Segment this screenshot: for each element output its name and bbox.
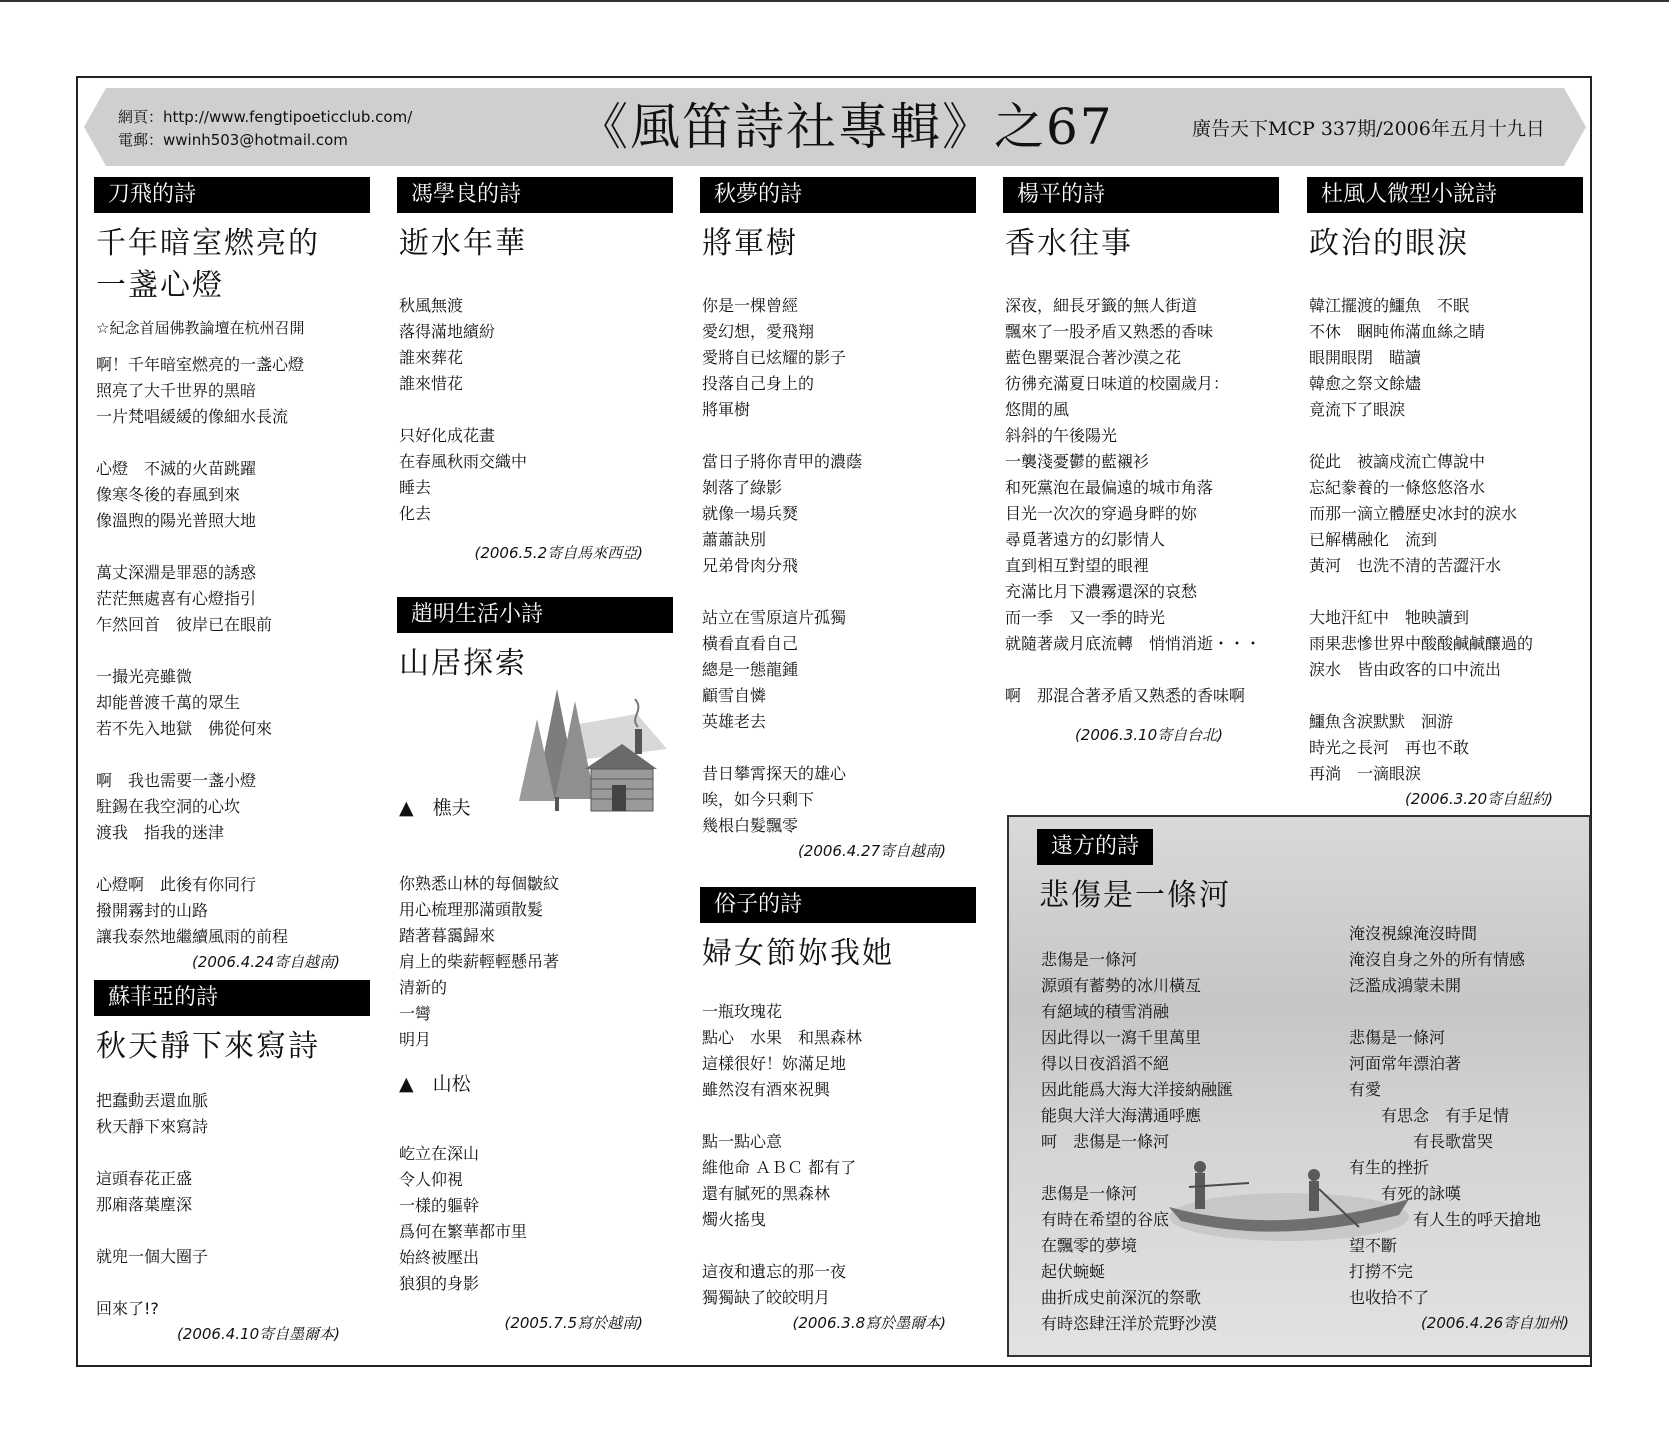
section-head: 遠方的詩 xyxy=(1037,829,1153,865)
poem-line: 眼開眼閉 瞄讀 xyxy=(1309,348,1422,367)
poem-title: 山居探索 xyxy=(399,646,527,681)
header-contact xyxy=(118,106,412,152)
poem-line: 因此能爲大海大洋接納融匯 xyxy=(1041,1080,1234,1099)
page-title: 《風笛詩社專輯》之67 xyxy=(578,98,1114,156)
poem-lines xyxy=(397,293,673,527)
stanza-gap xyxy=(94,742,370,768)
poem-title xyxy=(96,223,370,307)
section-head: 秋夢的詩 xyxy=(700,177,976,213)
poem-line: 用心梳理那滿頭散髮 xyxy=(399,900,544,919)
poem-line: 得以日夜滔滔不絕 xyxy=(1041,1054,1170,1073)
poem-line: 肩上的柴薪輕輕懸吊著 xyxy=(399,952,560,971)
poem-qiumeng xyxy=(700,177,976,863)
stanza-gap xyxy=(700,1233,976,1259)
subsection-pine: ▲ 山松 xyxy=(399,1073,471,1095)
poem-line: 落得滿地繽紛 xyxy=(399,322,496,341)
poem-title-line: 千年暗室燃亮的 xyxy=(96,226,320,261)
stanza-gap xyxy=(1003,657,1279,683)
poem-line: 起伏蜿蜒 xyxy=(1041,1262,1106,1281)
poem-line: 這頭春花正盛 xyxy=(96,1169,193,1188)
poem-line: 讓我泰然地繼續風雨的前程 xyxy=(96,927,289,946)
poem-line: 點一點心意 xyxy=(702,1132,783,1151)
stanza-gap xyxy=(94,1140,370,1166)
poem-line: 彷彿充滿夏日味道的校園歲月： xyxy=(1005,374,1230,393)
poem-zhaoming xyxy=(397,597,673,1337)
poem-line: 有死的詠嘆 xyxy=(1349,1184,1462,1203)
stanza-gap xyxy=(94,638,370,664)
poem-line: 駐錫在我空洞的心坎 xyxy=(96,797,241,816)
poem-box-faraway xyxy=(1007,815,1591,1357)
poem-line: 忘紀豢養的一條悠悠洛水 xyxy=(1309,478,1486,497)
poem-line: 一瓶玫瑰花 xyxy=(702,1002,783,1021)
poem-line: 不休 睏盹佈滿血絲之睛 xyxy=(1309,322,1486,341)
poem-line: 愛幻想，愛飛翔 xyxy=(702,322,815,341)
poem-line: 還有膩死的黑森林 xyxy=(702,1184,831,1203)
poem-line: 這樣很好！妳滿足地 xyxy=(702,1054,847,1073)
poem-lines-left xyxy=(1039,947,1233,1337)
stanza-gap xyxy=(700,1103,976,1129)
poem-yangping xyxy=(1003,177,1279,747)
stanza-gap xyxy=(1307,683,1583,709)
poem-line: 已解構融化 流到 xyxy=(1309,530,1438,549)
poem-line: 藍色罌粟混合著沙漠之花 xyxy=(1005,348,1182,367)
poem-line: 能與大洋大海溝通呼應 xyxy=(1041,1106,1202,1125)
poem-title: 香水往事 xyxy=(1005,226,1133,261)
poem-line: 打撈不完 xyxy=(1349,1262,1414,1281)
poem-date: (2006.4.24寄自越南) xyxy=(191,953,340,971)
poem-line: 英雄老去 xyxy=(702,712,767,731)
poem-line: 悲傷是一條河 xyxy=(1041,1184,1138,1203)
poem-sophia xyxy=(94,980,370,1346)
poem-line: 睡去 xyxy=(399,478,432,497)
poem-line: 令人仰視 xyxy=(399,1170,464,1189)
email-address[interactable]: 電郵：wwinh503@hotmail.com xyxy=(118,131,348,149)
poem-line: 充滿比月下濃霧還深的哀愁 xyxy=(1005,582,1198,601)
stanza-gap xyxy=(700,423,976,449)
poem-line: 蕭蕭訣別 xyxy=(702,530,767,549)
stanza-gap xyxy=(1039,1155,1233,1181)
poem-date: (2006.3.20寄自紐約) xyxy=(1404,790,1553,808)
poem-date: (2006.4.10寄自墨爾本) xyxy=(176,1325,340,1343)
poem-line: 剝落了綠影 xyxy=(702,478,783,497)
stanza-gap xyxy=(94,846,370,872)
poem-line: 啊！千年暗室燃亮的一盞心燈 xyxy=(96,355,305,374)
poem-line: 時光之長河 再也不敢 xyxy=(1309,738,1470,757)
stanza-gap xyxy=(700,579,976,605)
poem-line: 就像一場兵燹 xyxy=(702,504,799,523)
poem-lines-right xyxy=(1347,921,1541,1311)
poem-line: 泛濫成鴻蒙未開 xyxy=(1349,976,1462,995)
poem-title-line: 一盞心燈 xyxy=(96,268,224,303)
poem-line: 獨獨缺了皎皎明月 xyxy=(702,1288,831,1307)
poem-lines xyxy=(1003,293,1279,709)
stanza-gap xyxy=(700,735,976,761)
poem-line: 直到相互對望的眼裡 xyxy=(1005,556,1150,575)
poem-title: 政治的眼淚 xyxy=(1309,226,1469,261)
poem-line: 明月 xyxy=(399,1030,432,1049)
poem-line: 尋覓著遠方的幻影情人 xyxy=(1005,530,1166,549)
poem-line: 悲傷是一條河 xyxy=(1349,1028,1446,1047)
poem-daofei xyxy=(94,177,370,974)
section-head: 杜風人微型小說詩 xyxy=(1307,177,1583,213)
poem-line: 照亮了大千世界的黑暗 xyxy=(96,381,257,400)
section-head: 趙明生活小詩 xyxy=(397,597,673,633)
poem-line: 心燈 不滅的火苗跳躍 xyxy=(96,459,257,478)
poem-line: 萬丈深淵是罪惡的誘惑 xyxy=(96,563,257,582)
poem-date: (2005.7.5寫於越南) xyxy=(504,1314,643,1332)
poem-line: 淚水 皆由政客的口中流出 xyxy=(1309,660,1502,679)
poem-line: 像溫煦的陽光普照大地 xyxy=(96,511,257,530)
poem-line: 有絕域的積雪消融 xyxy=(1041,1002,1170,1021)
poem-line: 像寒冬後的春風到來 xyxy=(96,485,241,504)
poem-line: 再淌 一滴眼淚 xyxy=(1309,764,1422,783)
poem-line: 源頭有蓄勢的冰川橫亙 xyxy=(1041,976,1202,995)
poem-line: 啊 我也需要一盞小燈 xyxy=(96,771,257,790)
poem-lines xyxy=(397,1141,527,1297)
top-rule xyxy=(0,0,1669,2)
poem-line: 誰來葬花 xyxy=(399,348,464,367)
poem-line: 茫茫無處喜有心燈指引 xyxy=(96,589,257,608)
poem-line: 有愛 xyxy=(1349,1080,1382,1099)
poem-line: 在春風秋雨交織中 xyxy=(399,452,528,471)
poem-line: 呵 悲傷是一條河 xyxy=(1041,1132,1170,1151)
poem-line: 斜斜的午後陽光 xyxy=(1005,426,1118,445)
poem-line: 却能普渡千萬的眾生 xyxy=(96,693,241,712)
stanza-gap xyxy=(397,397,673,423)
poem-line: 清新的 xyxy=(399,978,448,997)
poem-line: 悲傷是一條河 xyxy=(1041,950,1138,969)
poem-line: 屹立在深山 xyxy=(399,1144,480,1163)
section-head: 馮學良的詩 xyxy=(397,177,673,213)
cabin-tree-icon xyxy=(517,689,667,819)
poem-line: 只好化成花畫 xyxy=(399,426,496,445)
stanza-gap xyxy=(94,430,370,456)
poem-date: (2006.3.10寄自台北) xyxy=(1074,726,1223,744)
poem-line: 一樣的軀幹 xyxy=(399,1196,480,1215)
poem-line: 一撮光亮雖微 xyxy=(96,667,193,686)
poem-line: 撥開霧封的山路 xyxy=(96,901,209,920)
poem-line: 爲何在繁華都市里 xyxy=(399,1222,528,1241)
poem-line: 燭火搖曳 xyxy=(702,1210,767,1229)
subsection-woodcutter: ▲ 樵夫 xyxy=(399,797,471,819)
poem-suzi xyxy=(700,887,976,1335)
poem-line: 狼狽的身影 xyxy=(399,1274,480,1293)
poem-line: 秋風無渡 xyxy=(399,296,464,315)
poem-title: 逝水年華 xyxy=(399,226,527,261)
poem-line: 也收拾不了 xyxy=(1349,1288,1430,1307)
poem-line: 有人生的呼天搶地 xyxy=(1349,1210,1542,1229)
poem-date: (2006.5.2寄自馬來西亞) xyxy=(474,544,643,562)
poem-line: 顧雪自憐 xyxy=(702,686,767,705)
section-head: 刀飛的詩 xyxy=(94,177,370,213)
stanza-gap xyxy=(94,1270,370,1296)
poem-line: 把蠢動丟還血脈 xyxy=(96,1091,209,1110)
poem-line: 啊 那混合著矛盾又熟悉的香味啊 xyxy=(1005,686,1246,705)
poem-line: 若不先入地獄 佛從何來 xyxy=(96,719,273,738)
poem-line: 始終被壓出 xyxy=(399,1248,480,1267)
poem-line: 回來了!? xyxy=(96,1299,159,1318)
poem-dufengren xyxy=(1307,177,1583,811)
poem-line: 飄來了一股矛盾又熟悉的香味 xyxy=(1005,322,1214,341)
poem-line: 這夜和遺忘的那一夜 xyxy=(702,1262,847,1281)
poem-line: 愛將自已炫耀的影子 xyxy=(702,348,847,367)
poem-lines xyxy=(700,293,976,839)
poem-line: 幾根白髮飄零 xyxy=(702,816,799,835)
poem-line: 而一季 又一季的時光 xyxy=(1005,608,1166,627)
poem-line: 化去 xyxy=(399,504,432,523)
poem-line: 從此 被謫戍流亡傳說中 xyxy=(1309,452,1486,471)
web-address[interactable]: 網頁：http://www.fengtipoeticclub.com/ xyxy=(118,108,413,126)
poem-line: 韓江擺渡的鱷魚 不眠 xyxy=(1309,296,1470,315)
poem-line: 乍然回首 彼岸已在眼前 xyxy=(96,615,273,634)
poem-line: 因此得以一瀉千里萬里 xyxy=(1041,1028,1202,1047)
stanza-gap xyxy=(94,534,370,560)
poem-line: 有長歌當哭 xyxy=(1349,1132,1494,1151)
poem-line: 昔日攀霄探天的雄心 xyxy=(702,764,847,783)
poem-line: 曲折成史前深沉的祭歌 xyxy=(1041,1288,1202,1307)
poem-line: 將軍樹 xyxy=(702,400,751,419)
poem-line: 一彎 xyxy=(399,1004,432,1023)
poem-feng xyxy=(397,177,673,565)
poem-line: 淹沒自身之外的所有情感 xyxy=(1349,950,1526,969)
poem-line: 雖然沒有酒來祝興 xyxy=(702,1080,831,1099)
poem-line: 河面常年漂泊著 xyxy=(1349,1054,1462,1073)
poem-line: 兄弟骨肉分飛 xyxy=(702,556,799,575)
poem-date: (2006.4.26寄自加州) xyxy=(1420,1314,1569,1332)
poem-date: (2006.4.27寄自越南) xyxy=(797,842,946,860)
poem-title: 婦女節妳我她 xyxy=(702,936,894,971)
poem-line: 當日子將你青甲的濃蔭 xyxy=(702,452,863,471)
stanza-gap xyxy=(1347,999,1541,1025)
poem-line: 踏著暮靄歸來 xyxy=(399,926,496,945)
poem-lines xyxy=(397,871,559,1053)
poem-line: 秋天靜下來寫詩 xyxy=(96,1117,209,1136)
poem-line: 有思念 有手足情 xyxy=(1349,1106,1510,1125)
poem-line: 總是一態龍鍾 xyxy=(702,660,799,679)
poem-line: 淹沒視線淹沒時間 xyxy=(1349,924,1478,943)
poem-line: 一片梵唱緩緩的像細水長流 xyxy=(96,407,289,426)
poem-title: 悲傷是一條河 xyxy=(1039,878,1231,913)
poem-line: 目光一次次的穿過身畔的妳 xyxy=(1005,504,1198,523)
poem-title: 秋天靜下來寫詩 xyxy=(96,1029,320,1064)
poem-line: 投落自己身上的 xyxy=(702,374,815,393)
poem-line: 和死黨泡在最偏遠的城市角落 xyxy=(1005,478,1214,497)
poem-line: 站立在雪原這片孤獨 xyxy=(702,608,847,627)
poem-line: 大地汗紅中 牠映讀到 xyxy=(1309,608,1470,627)
stanza-gap xyxy=(1307,579,1583,605)
poem-lines xyxy=(1307,293,1583,787)
poem-line: 有時恣肆汪洋於荒野沙漠 xyxy=(1041,1314,1218,1333)
poem-lines xyxy=(94,352,370,950)
stanza-gap xyxy=(1307,423,1583,449)
stanza-gap xyxy=(94,1218,370,1244)
poem-line: 在飄零的夢境 xyxy=(1041,1236,1138,1255)
poem-line: 渡我 指我的迷津 xyxy=(96,823,225,842)
poem-line: 你熟悉山林的每個皺紋 xyxy=(399,874,560,893)
poem-subtitle: ☆紀念首屆佛教論壇在杭州召開 xyxy=(96,319,305,337)
poem-line: 就隨著歲月底流轉 悄悄消逝・・・ xyxy=(1005,634,1262,653)
poem-line: 有時在希望的谷底 xyxy=(1041,1210,1170,1229)
poem-line: 雨果悲慘世界中酸酸鹹鹹釀過的 xyxy=(1309,634,1534,653)
poem-line: 那廂落葉塵深 xyxy=(96,1195,193,1214)
poem-line: 一襲淺憂鬱的藍襯衫 xyxy=(1005,452,1150,471)
poem-lines xyxy=(94,1088,370,1322)
section-head: 俗子的詩 xyxy=(700,887,976,923)
issue-info: 廣告天下MCP 337期/2006年五月十九日 xyxy=(1192,118,1545,140)
poem-line: 點心 水果 和黑森林 xyxy=(702,1028,863,1047)
poem-line: 唉，如今只剩下 xyxy=(702,790,815,809)
section-head: 蘇菲亞的詩 xyxy=(94,980,370,1016)
poem-line: 橫看直看自己 xyxy=(702,634,799,653)
section-head: 楊平的詩 xyxy=(1003,177,1279,213)
poem-line: 竟流下了眼淚 xyxy=(1309,400,1406,419)
poem-line: 心燈啊 此後有你同行 xyxy=(96,875,257,894)
poem-line: 你是一棵曾經 xyxy=(702,296,799,315)
poem-line: 有生的挫折 xyxy=(1349,1158,1430,1177)
poem-lines xyxy=(700,999,976,1311)
poem-line: 韓愈之祭文餘燼 xyxy=(1309,374,1422,393)
poem-line: 維他命 ＡＢＣ 都有了 xyxy=(702,1158,857,1177)
poem-line: 悠閒的風 xyxy=(1005,400,1070,419)
poem-line: 黃河 也洗不清的苦澀汗水 xyxy=(1309,556,1502,575)
poem-line: 就兜一個大圈子 xyxy=(96,1247,209,1266)
poem-title: 將軍樹 xyxy=(702,226,798,261)
poem-line: 深夜，細長牙籤的無人街道 xyxy=(1005,296,1198,315)
poem-line: 鱷魚含淚默默 洄游 xyxy=(1309,712,1454,731)
poem-date: (2006.3.8寫於墨爾本) xyxy=(792,1314,946,1332)
poem-line: 誰來惜花 xyxy=(399,374,464,393)
poem-line: 望不斷 xyxy=(1349,1236,1398,1255)
poem-line: 而那一滴立體歷史冰封的淚水 xyxy=(1309,504,1518,523)
